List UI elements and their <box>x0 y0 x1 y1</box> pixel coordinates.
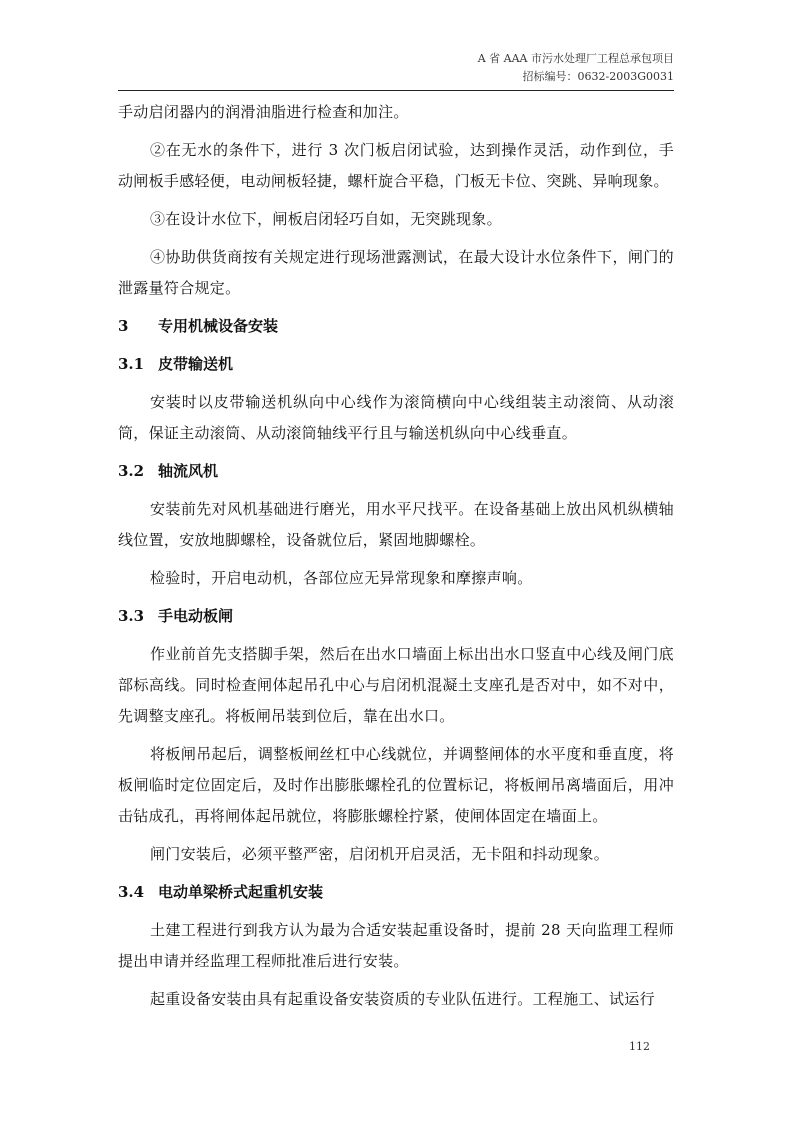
section-heading <box>118 349 674 380</box>
section-number: 3.4 <box>118 883 145 901</box>
section-title: 电动单梁桥式起重机安装 <box>158 883 324 901</box>
section-heading <box>118 877 674 908</box>
paragraph: ②在无水的条件下，进行 3 次门板启闭试验，达到操作灵活，动作到位，手动闸板手感轻便，电动闸板轻捷，螺杆旋合平稳，门板无卡位、突跳、异响现象。 <box>118 141 674 190</box>
paragraph: 起重设备安装由具有起重设备安装资质的专业队伍进行。工程施工、试运行 <box>150 990 655 1008</box>
paragraph: 闸门安装后，必须平整严密，启闭机开启灵活，无卡阻和抖动现象。 <box>150 845 610 863</box>
section-heading <box>118 311 674 342</box>
tender-number: 招标编号：0632-2003G0031 <box>522 70 674 83</box>
document-body <box>118 97 674 1022</box>
paragraph: 安装时以皮带输送机纵向中心线作为滚筒横向中心线组装主动滚筒、从动滚筒，保证主动滚筒、从动滚筒轴线平行且与输送机纵向中心线垂直。 <box>118 393 674 442</box>
paragraph: 手动启闭器内的润滑油脂进行检查和加注。 <box>118 103 409 121</box>
paragraph: 检验时，开启电动机，各部位应无异常现象和摩擦声响。 <box>150 569 533 587</box>
paragraph: 安装前先对风机基础进行磨光，用水平尺找平。在设备基础上放出风机纵横轴线位置，安放地脚螺栓，设备就位后，紧固地脚螺栓。 <box>118 500 674 549</box>
page-number: 112 <box>629 1040 650 1053</box>
section-heading <box>118 456 674 487</box>
paragraph: 将板闸吊起后，调整板闸丝杠中心线就位，并调整闸体的水平度和垂直度，将板闸临时定位固定后，及时作出膨胀螺栓孔的位置标记，将板闸吊离墙面后，用冲击钻成孔，再将闸体起吊就位，将膨胀螺栓拧紧，使闸体固定在墙面上。 <box>118 745 674 825</box>
page-header <box>118 50 674 86</box>
section-title: 专用机械设备安装 <box>158 317 279 335</box>
project-title: A 省 AAA 市污水处理厂工程总承包项目 <box>477 52 674 65</box>
section-title: 轴流风机 <box>158 462 219 480</box>
section-title: 皮带输送机 <box>158 355 234 373</box>
paragraph: ④协助供货商按有关规定进行现场泄露测试，在最大设计水位条件下，闸门的泄露量符合规定。 <box>118 248 674 297</box>
section-number: 3.3 <box>118 607 145 625</box>
section-heading <box>118 601 674 632</box>
paragraph: 土建工程进行到我方认为最为合适安装起重设备时，提前 28 天向监理工程师提出申请并经监理工程师批准后进行安装。 <box>118 921 674 970</box>
section-number: 3.1 <box>118 355 145 373</box>
paragraph: ③在设计水位下，闸板启闭轻巧自如，无突跳现象。 <box>150 210 502 228</box>
section-title: 手电动板闸 <box>158 607 234 625</box>
paragraph: 作业前首先支搭脚手架，然后在出水口墙面上标出出水口竖直中心线及闸门底部标高线。同时检查闸体起吊孔中心与启闭机混凝土支座孔是否对中，如不对中，先调整支座孔。将板闸吊装到位后，靠在出水口。 <box>118 645 674 725</box>
section-number: 3 <box>118 317 129 335</box>
section-number: 3.2 <box>118 462 145 480</box>
header-divider <box>118 90 674 91</box>
